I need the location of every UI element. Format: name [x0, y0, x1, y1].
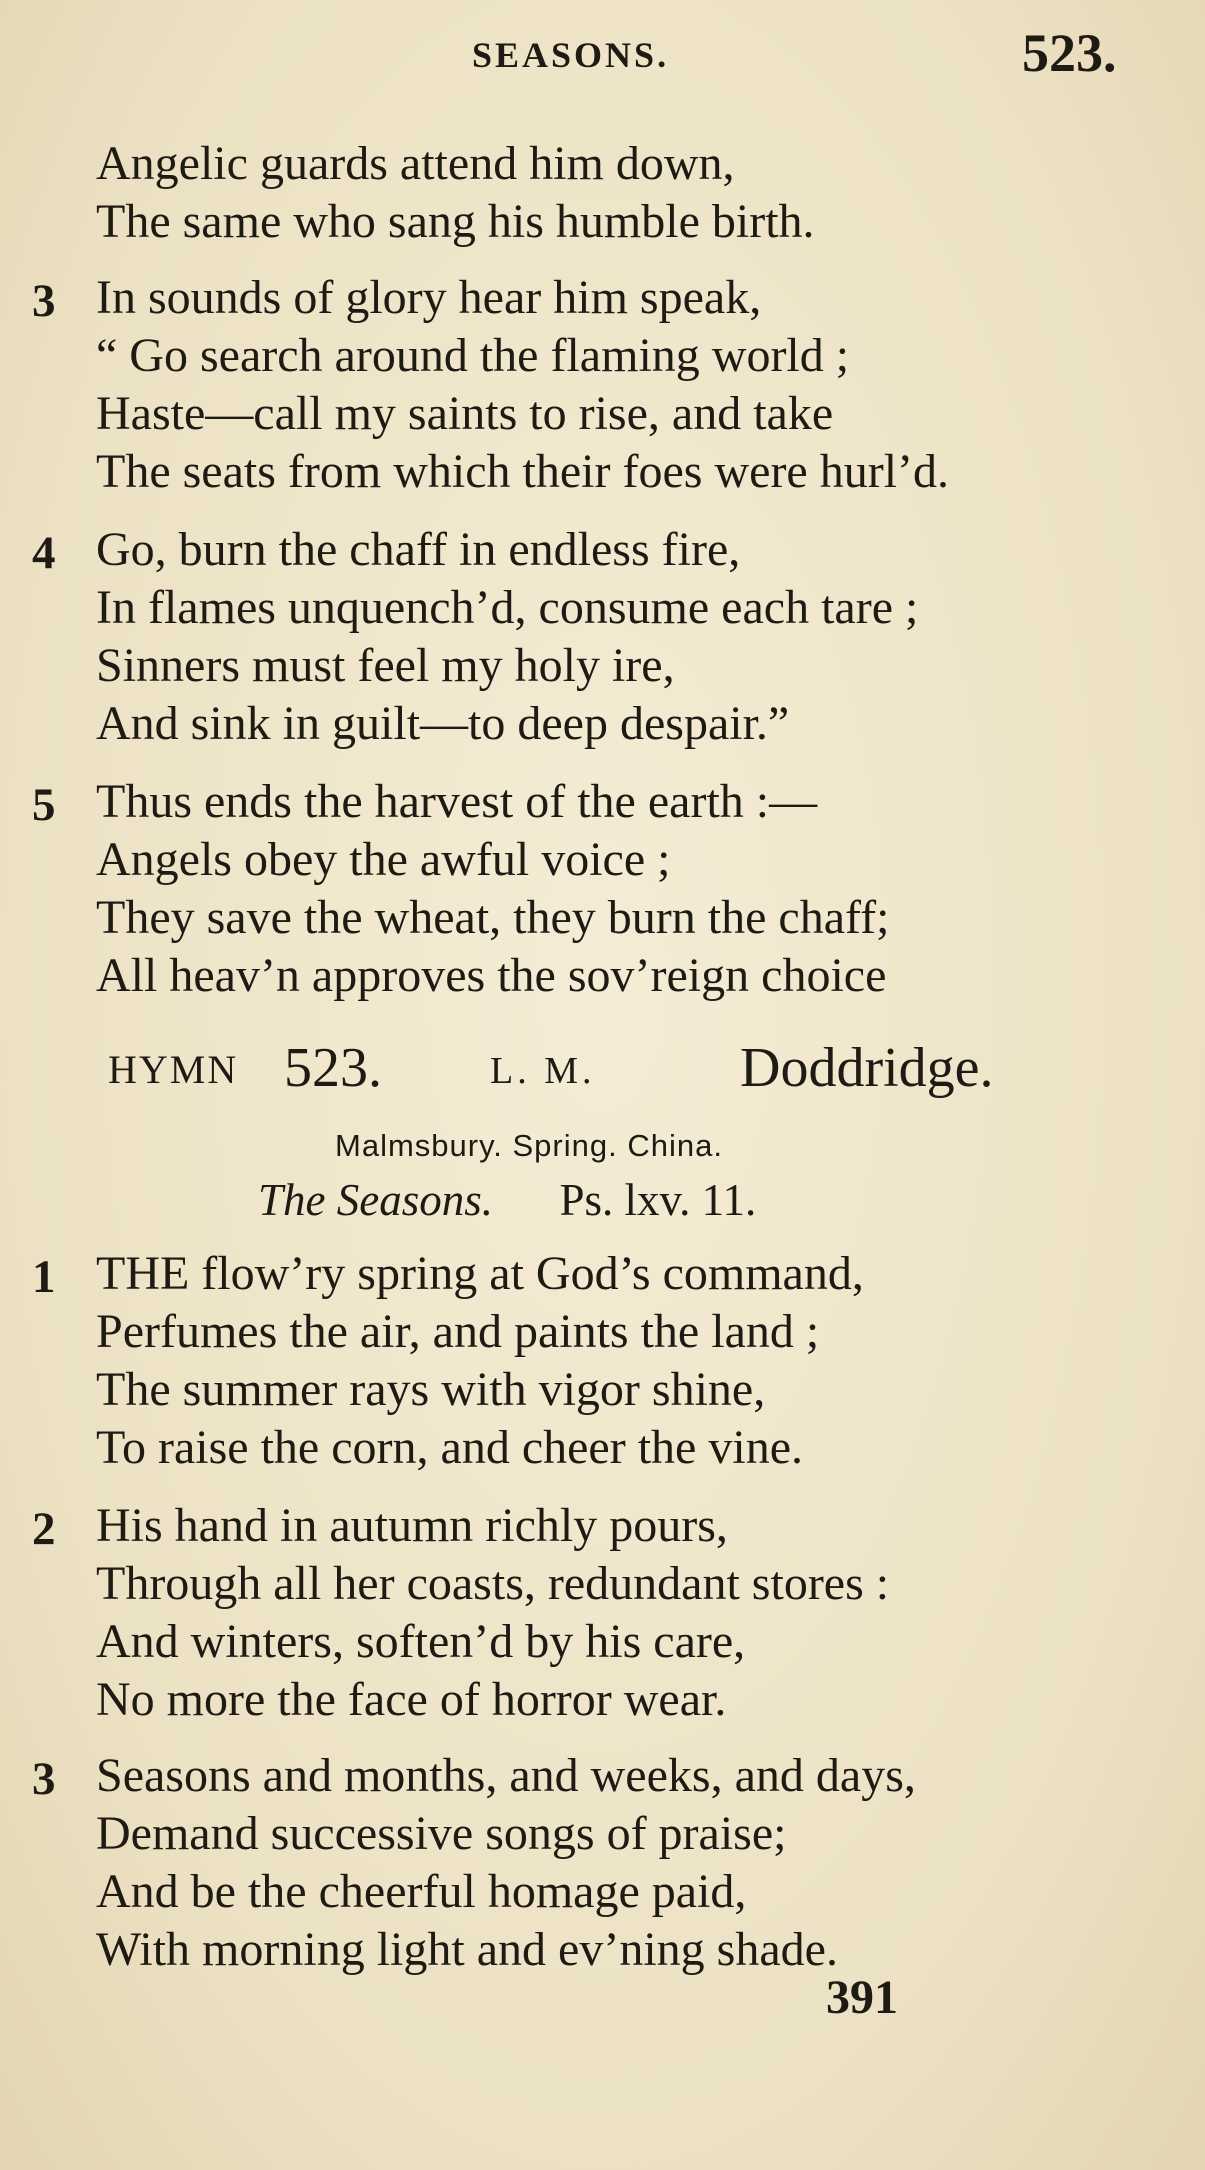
verse-line: With morning light and ev’ning shade.: [96, 1923, 838, 1976]
verse-line: “ Go search around the flaming world ;: [96, 329, 850, 382]
hymn-meter: L. M.: [490, 1050, 596, 1092]
verse-line: Thus ends the harvest of the earth :—: [96, 775, 818, 828]
tune-names: Malmsbury. Spring. China.: [335, 1128, 723, 1163]
verse-line: Through all her coasts, redundant stores :: [96, 1557, 890, 1610]
verse-number: 4: [32, 527, 56, 579]
verse-line: And winters, soften’d by his care,: [96, 1615, 746, 1668]
verse-line: All heav’n approves the sov’reign choice: [96, 949, 887, 1002]
scripture-reference: Ps. lxv. 11.: [559, 1175, 757, 1225]
verse-line: They save the wheat, they burn the chaff;: [96, 891, 890, 944]
verse-line: And sink in guilt—to deep despair.”: [96, 697, 790, 750]
verse-line: In sounds of glory hear him speak,: [96, 271, 762, 324]
signature-number: 391: [826, 1971, 898, 2024]
verse-line: Haste—call my saints to rise, and take: [96, 387, 834, 440]
hymn-subtitle: [258, 1174, 756, 1226]
verse-line: The same who sang his humble birth.: [96, 195, 815, 248]
verse-line: THE flow’ry spring at God’s command,: [96, 1247, 864, 1300]
verse-line: Perfumes the air, and paints the land ;: [96, 1305, 820, 1358]
verse-line: His hand in autumn richly pours,: [96, 1499, 728, 1552]
verse-line: Go, burn the chaff in endless fire,: [96, 523, 741, 576]
verse-line: Angels obey the awful voice ;: [96, 833, 671, 886]
hymn-author: Doddridge.: [740, 1037, 994, 1099]
hymn-heading: [108, 1037, 1108, 1110]
verse-number: 1: [32, 1251, 56, 1303]
running-title: SEASONS.: [472, 35, 670, 75]
verse-number: 3: [32, 1753, 56, 1805]
verse-line: The seats from which their foes were hurl’d.: [96, 445, 950, 498]
verse-line: No more the face of horror wear.: [96, 1673, 727, 1726]
verse-number: 5: [32, 779, 56, 831]
verse-line: Sinners must feel my holy ire,: [96, 639, 675, 692]
verse-line: The summer rays with vigor shine,: [96, 1363, 766, 1416]
verse-number: 2: [32, 1503, 56, 1555]
page-number: 523.: [1022, 23, 1117, 83]
verse-line: Angelic guards attend him down,: [96, 137, 735, 190]
verse-line: Demand successive songs of praise;: [96, 1807, 787, 1860]
hymn-subject: The Seasons.: [258, 1175, 493, 1225]
hymn-label: HYMN: [108, 1047, 239, 1092]
verse-line: And be the cheerful homage paid,: [96, 1865, 747, 1918]
verse-line: To raise the corn, and cheer the vine.: [96, 1421, 803, 1474]
verse-line: Seasons and months, and weeks, and days,: [96, 1749, 916, 1802]
hymn-number: 523.: [284, 1037, 382, 1099]
verse-number: 3: [32, 275, 56, 327]
verse-line: In flames unquench’d, consume each tare ;: [96, 581, 919, 634]
